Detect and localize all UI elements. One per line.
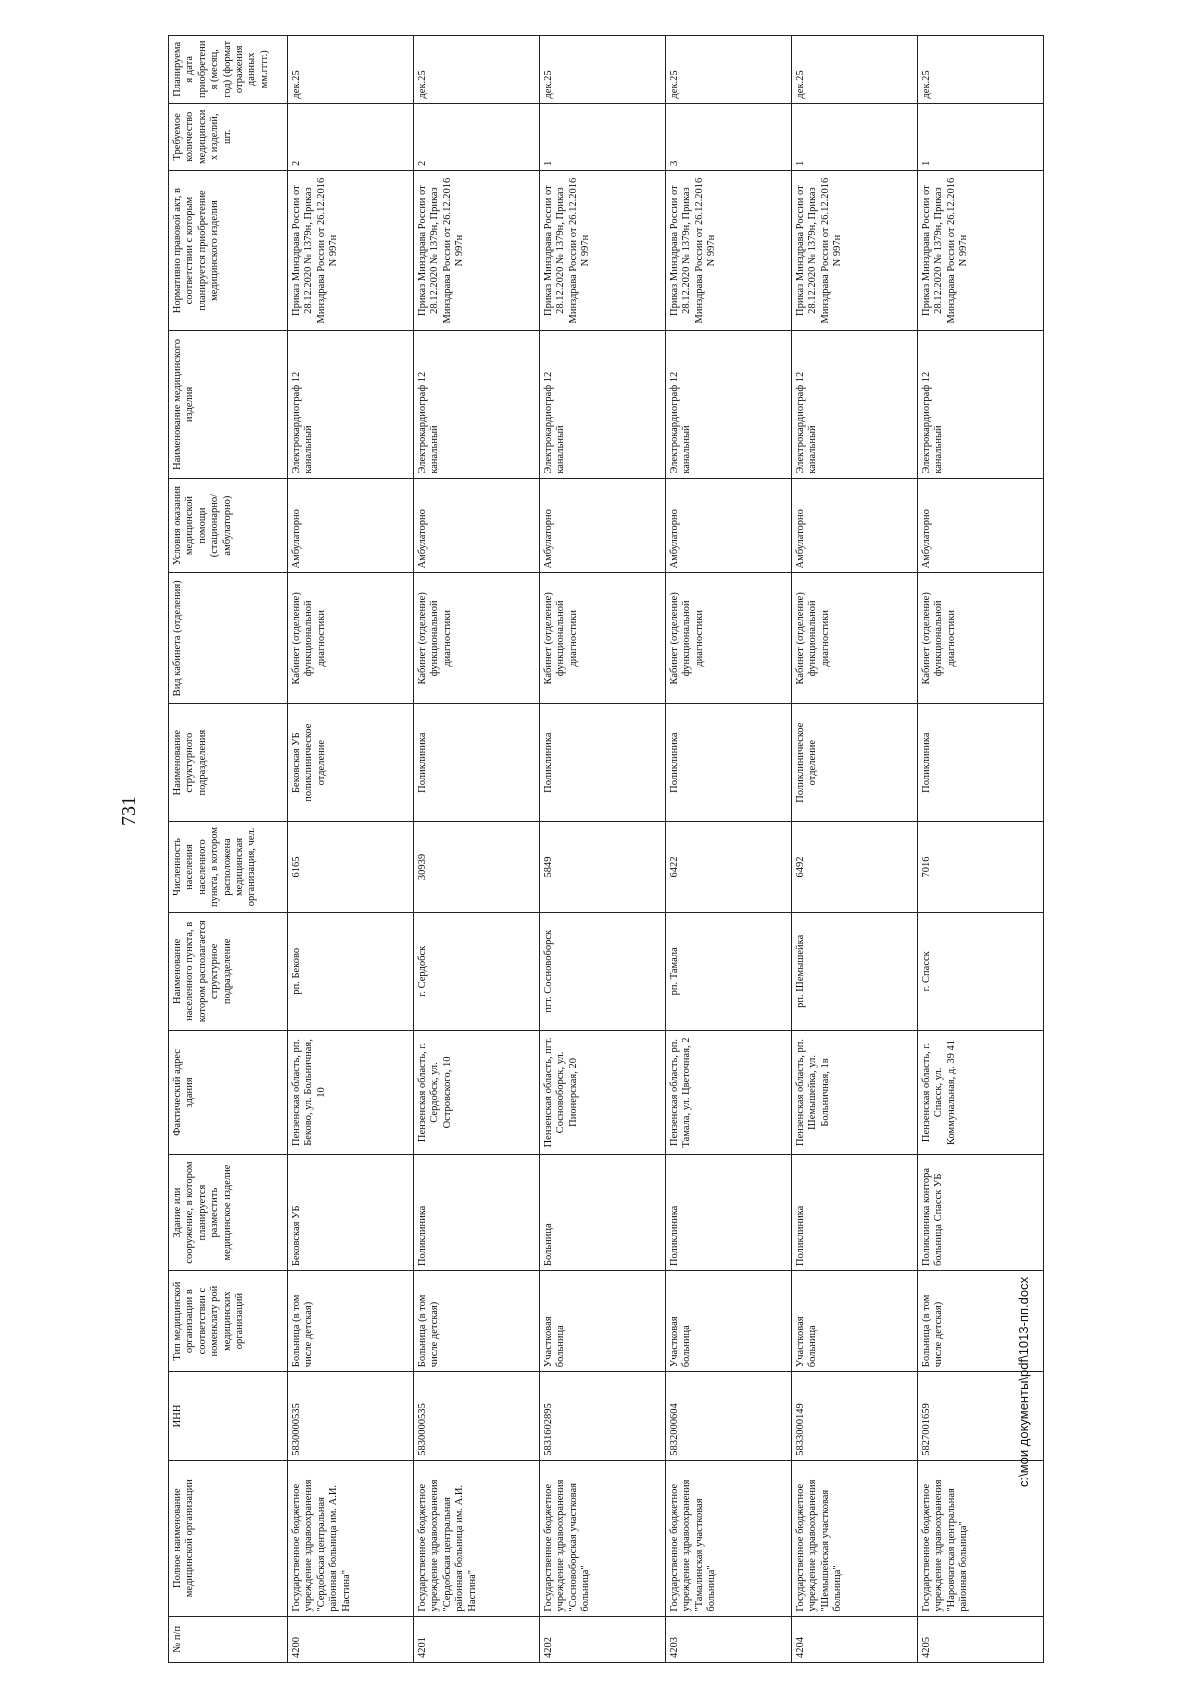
cell-inn: 5833000149 xyxy=(792,1372,918,1461)
table-row xyxy=(792,36,918,1663)
cell-address: Пензенская область, рп. Беково, ул. Больничная, 10 xyxy=(288,1030,414,1154)
landscape-page xyxy=(168,35,1040,1663)
cell-inn: 5830000535 xyxy=(288,1372,414,1461)
cell-qty: 3 xyxy=(666,103,792,170)
cell-num: 4202 xyxy=(540,1616,666,1662)
cell-org: Государственное бюджетное учреждение здравоохранения "Сердобская центральная районная больница им. А.И. Настина" xyxy=(414,1460,540,1616)
cell-device: Электрокардиограф 12 канальный xyxy=(288,331,414,479)
cell-locality: рп. Беково xyxy=(288,912,414,1030)
cell-inn: 5827001659 xyxy=(918,1372,1044,1461)
cell-act: Приказ Минздрава России от 28.12.2020 № 1379н, Приказ Минздрава России от 26.12.2016 N 997н xyxy=(666,171,792,331)
cell-population: 6492 xyxy=(792,822,918,913)
cell-date: дек.25 xyxy=(288,36,414,104)
cell-act: Приказ Минздрава России от 28.12.2020 № 1379н, Приказ Минздрава России от 26.12.2016 N 997н xyxy=(288,171,414,331)
cell-building: Больница xyxy=(540,1155,666,1271)
cell-date: дек.25 xyxy=(792,36,918,104)
header-qty: Требуемое количество медицинских изделий, шт. xyxy=(169,103,288,170)
cell-qty: 2 xyxy=(414,103,540,170)
cell-device: Электрокардиограф 12 канальный xyxy=(540,331,666,479)
cell-org: Государственное бюджетное учреждение здравоохранения "Наровчатская центральная районная больница" xyxy=(918,1460,1044,1616)
table-row xyxy=(540,36,666,1663)
cell-cabinet: Кабинет (отделение) функциональной диагностики xyxy=(540,573,666,704)
cell-type: Больница (в том числе детская) xyxy=(288,1271,414,1372)
cell-cabinet: Кабинет (отделение) функциональной диагностики xyxy=(414,573,540,704)
cell-num: 4204 xyxy=(792,1616,918,1662)
cell-inn: 5832000604 xyxy=(666,1372,792,1461)
cell-device: Электрокардиограф 12 канальный xyxy=(666,331,792,479)
table-row xyxy=(414,36,540,1663)
header-building: Здание или сооружение, в котором планируется разместить медицинское изделие xyxy=(169,1155,288,1271)
cell-locality: г. Сердобск xyxy=(414,912,540,1030)
cell-cabinet: Кабинет (отделение) функциональной диагностики xyxy=(918,573,1044,704)
page-number: 731 xyxy=(118,796,140,826)
cell-subdivision: Поликлиника xyxy=(918,704,1044,822)
cell-type: Больница (в том числе детская) xyxy=(414,1271,540,1372)
cell-address: Пензенская область, пгт. Сосновоборск, ул. Пионерская, 20 xyxy=(540,1030,666,1154)
cell-conditions: Амбулаторно xyxy=(918,478,1044,573)
cell-locality: пгт. Сосновоборск xyxy=(540,912,666,1030)
cell-population: 6422 xyxy=(666,822,792,913)
header-population: Численность населения населенного пункта, в котором расположена медицинская организация, чел. xyxy=(169,822,288,913)
header-org: Полное наименование медицинской организации xyxy=(169,1460,288,1616)
cell-address: Пензенская область, рп. Тамала, ул. Цветочная, 2 xyxy=(666,1030,792,1154)
header-act: Нормативно правовой акт, в соответствии с которым планируется приобретение медицинского изделия xyxy=(169,171,288,331)
header-num: № п/п xyxy=(169,1616,288,1662)
cell-inn: 5830000535 xyxy=(414,1372,540,1461)
cell-act: Приказ Минздрава России от 28.12.2020 № 1379н, Приказ Минздрава России от 26.12.2016 N 997н xyxy=(918,171,1044,331)
table-row xyxy=(288,36,414,1663)
cell-cabinet: Кабинет (отделение) функциональной диагностики xyxy=(792,573,918,704)
cell-type: Участковая больница xyxy=(540,1271,666,1372)
cell-address: Пензенская область, г. Сердобск, ул. Островского, 10 xyxy=(414,1030,540,1154)
cell-conditions: Амбулаторно xyxy=(540,478,666,573)
cell-population: 7016 xyxy=(918,822,1044,913)
header-conditions: Условия оказания медицинской помощи (стационарно/ амбулаторно) xyxy=(169,478,288,573)
header-locality: Наименование населенного пункта, в котором располагается структурное подразделение xyxy=(169,912,288,1030)
cell-subdivision: Поликлиника xyxy=(666,704,792,822)
cell-qty: 1 xyxy=(540,103,666,170)
header-date: Планируемая дата приобретения (месяц, год) (формат отражения данных мм.гггг.) xyxy=(169,36,288,104)
cell-subdivision: Бековская УБ поликлиническое отделение xyxy=(288,704,414,822)
cell-org: Государственное бюджетное учреждение здравоохранения "Шемышейская участковая больница" xyxy=(792,1460,918,1616)
cell-population: 6165 xyxy=(288,822,414,913)
cell-act: Приказ Минздрава России от 28.12.2020 № 1379н, Приказ Минздрава России от 26.12.2016 N 997н xyxy=(792,171,918,331)
cell-date: дек.25 xyxy=(414,36,540,104)
cell-inn: 5831602895 xyxy=(540,1372,666,1461)
cell-num: 4203 xyxy=(666,1616,792,1662)
cell-qty: 1 xyxy=(792,103,918,170)
header-type: Тип медицинской организации в соответствии с номенклату рой медицинских организаций xyxy=(169,1271,288,1372)
cell-act: Приказ Минздрава России от 28.12.2020 № 1379н, Приказ Минздрава России от 26.12.2016 N 997н xyxy=(414,171,540,331)
cell-subdivision: Поликлиника xyxy=(540,704,666,822)
cell-subdivision: Поликлиника xyxy=(414,704,540,822)
equipment-table xyxy=(168,35,1044,1663)
cell-qty: 2 xyxy=(288,103,414,170)
cell-population: 30939 xyxy=(414,822,540,913)
cell-date: дек.25 xyxy=(666,36,792,104)
table-header-row xyxy=(169,36,288,1663)
footer-file-path: c:\мои документы\pdf\1013-пп.docx xyxy=(1016,1276,1031,1487)
header-device: Наименование медицинского изделия xyxy=(169,331,288,479)
cell-org: Государственное бюджетное учреждение здравоохранения "Тамалинская участковая больница" xyxy=(666,1460,792,1616)
cell-locality: рп. Тамала xyxy=(666,912,792,1030)
cell-num: 4205 xyxy=(918,1616,1044,1662)
cell-act: Приказ Минздрава России от 28.12.2020 № 1379н, Приказ Минздрава России от 26.12.2016 N 997н xyxy=(540,171,666,331)
cell-building: Поликлиника xyxy=(792,1155,918,1271)
cell-building: Поликлиника xyxy=(414,1155,540,1271)
cell-type: Больница (в том числе детская) xyxy=(918,1271,1044,1372)
cell-subdivision: Поликлиническое отделение xyxy=(792,704,918,822)
cell-conditions: Амбулаторно xyxy=(288,478,414,573)
cell-locality: рп. Шемышейка xyxy=(792,912,918,1030)
header-address: Фактический адрес здания xyxy=(169,1030,288,1154)
cell-num: 4200 xyxy=(288,1616,414,1662)
table-row xyxy=(666,36,792,1663)
cell-qty: 1 xyxy=(918,103,1044,170)
cell-date: дек.25 xyxy=(918,36,1044,104)
cell-building: Бековская УБ xyxy=(288,1155,414,1271)
cell-device: Электрокардиограф 12 канальный xyxy=(918,331,1044,479)
header-cabinet: Вид кабинета (отделения) xyxy=(169,573,288,704)
cell-cabinet: Кабинет (отделение) функциональной диагностики xyxy=(288,573,414,704)
cell-type: Участковая больница xyxy=(792,1271,918,1372)
cell-cabinet: Кабинет (отделение) функциональной диагностики xyxy=(666,573,792,704)
cell-address: Пензенская область, рп. Шемышейка, ул. Больничная, 1в xyxy=(792,1030,918,1154)
cell-conditions: Амбулаторно xyxy=(792,478,918,573)
cell-conditions: Амбулаторно xyxy=(666,478,792,573)
cell-address: Пензенская область, г. Спасск, ул. Коммунальная, д. 39 41 xyxy=(918,1030,1044,1154)
cell-device: Электрокардиограф 12 канальный xyxy=(792,331,918,479)
header-subdivision: Наименование структурного подразделения xyxy=(169,704,288,822)
cell-building: Поликлиника контора больница Спасск УБ xyxy=(918,1155,1044,1271)
cell-conditions: Амбулаторно xyxy=(414,478,540,573)
cell-building: Поликлиника xyxy=(666,1155,792,1271)
cell-device: Электрокардиограф 12 канальный xyxy=(414,331,540,479)
header-inn: ИНН xyxy=(169,1372,288,1461)
cell-locality: г. Спасск xyxy=(918,912,1044,1030)
cell-num: 4201 xyxy=(414,1616,540,1662)
cell-type: Участковая больница xyxy=(666,1271,792,1372)
cell-org: Государственное бюджетное учреждение здравоохранения "Сосновоборская участковая больница" xyxy=(540,1460,666,1616)
cell-date: дек.25 xyxy=(540,36,666,104)
cell-org: Государственное бюджетное учреждение здравоохранения "Сердобская центральная районная больница им. А.И. Настина" xyxy=(288,1460,414,1616)
cell-population: 5849 xyxy=(540,822,666,913)
